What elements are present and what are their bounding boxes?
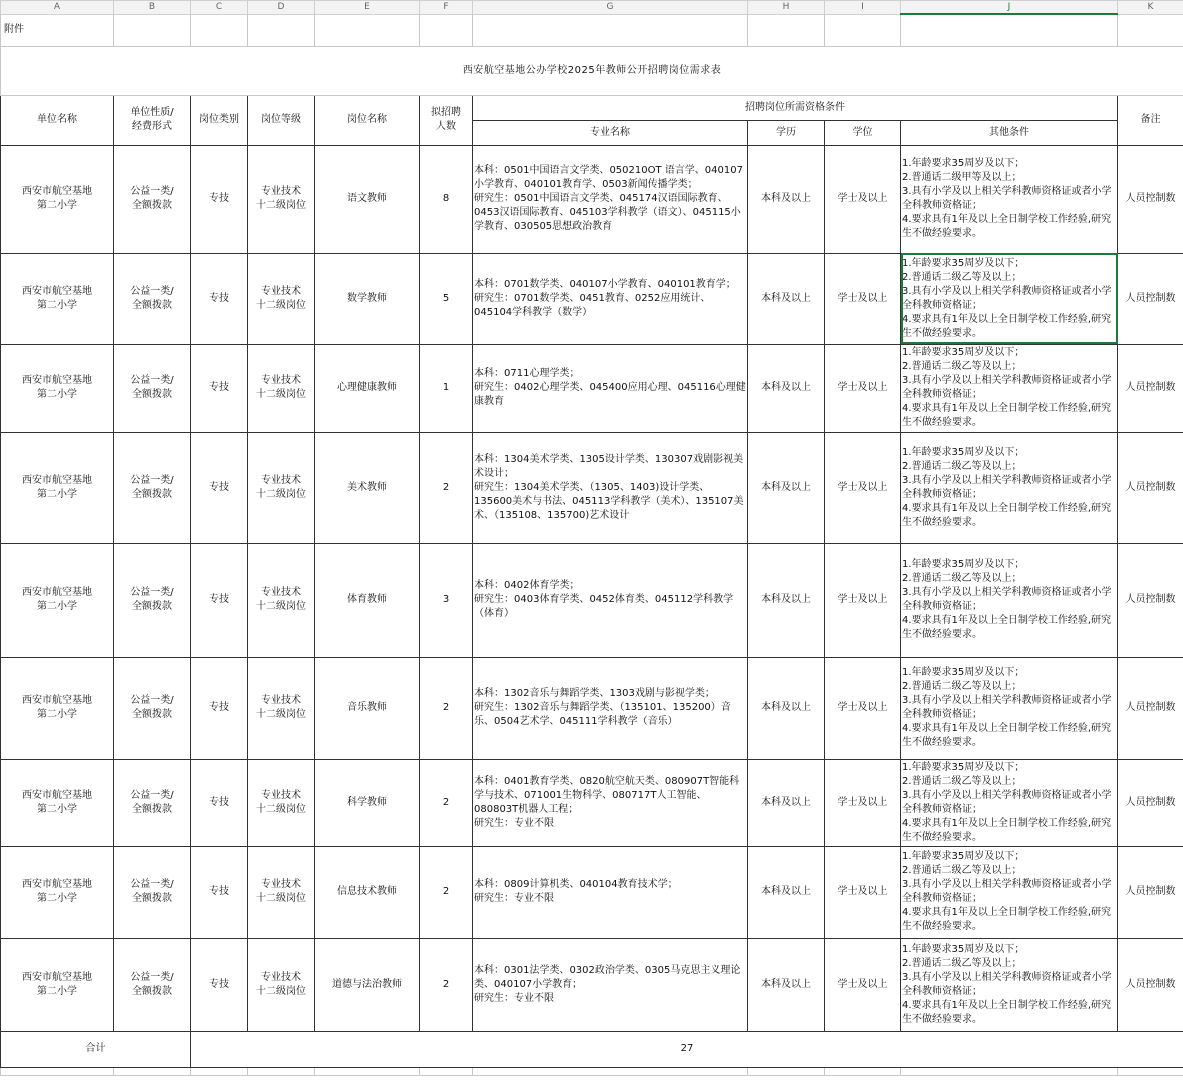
education-cell[interactable]: 本科及以上 <box>748 759 825 846</box>
education-cell[interactable]: 本科及以上 <box>748 253 825 344</box>
unit-name-cell[interactable]: 西安市航空基地 第二小学 <box>1 432 114 543</box>
header-nature[interactable]: 单位性质/ 经费形式 <box>114 95 191 145</box>
post-category-cell[interactable]: 专技 <box>191 759 248 846</box>
post-category-cell[interactable]: 专技 <box>191 432 248 543</box>
table-row <box>1 253 1183 344</box>
sheet-row <box>1 1067 1183 1075</box>
major-cell[interactable]: 本科：0501中国语言文学类、050210OT 语言学、040107小学教育、040101教育学、0503新闻传播学类； 研究生：0501中国语言文学类、045174汉语国际教育、0453汉语国际教育、045103学科教学（语文）、045115小学教育、030505思想政治教育 <box>473 145 748 253</box>
post-name-cell[interactable]: 道德与法治教师 <box>315 938 420 1031</box>
remark-cell[interactable]: 人员控制数 <box>1118 344 1183 432</box>
unit-nature-cell[interactable]: 公益一类/ 全额拨款 <box>114 846 191 938</box>
major-cell[interactable]: 本科：0401教育学类、0820航空航天类、080907T智能科学与技术、071001生物科学、080717T人工智能、080803T机器人工程； 研究生：专业不限 <box>473 759 748 846</box>
header-other[interactable]: 其他条件 <box>901 120 1118 145</box>
other-conditions-cell[interactable]: 1.年龄要求35周岁及以下； 2.普通话二级乙等及以上； 3.具有小学及以上相关学科教师资格证或者小学全科教师资格证； 4.要求具有1年及以上全日制学校工作经验,研究生不做经验要求。 <box>901 759 1118 846</box>
remark-cell[interactable]: 人员控制数 <box>1118 657 1183 759</box>
education-cell[interactable]: 本科及以上 <box>748 938 825 1031</box>
header-category[interactable]: 岗位类别 <box>191 95 248 145</box>
unit-name-cell[interactable]: 西安市航空基地 第二小学 <box>1 846 114 938</box>
post-category-cell[interactable]: 专技 <box>191 938 248 1031</box>
remark-cell[interactable]: 人员控制数 <box>1118 938 1183 1031</box>
total-label[interactable]: 合计 <box>1 1031 191 1067</box>
post-name-cell[interactable]: 科学教师 <box>315 759 420 846</box>
post-level-cell[interactable]: 专业技术 十二级岗位 <box>248 432 315 543</box>
post-level-cell[interactable]: 专业技术 十二级岗位 <box>248 846 315 938</box>
table-row <box>1 657 1183 759</box>
degree-cell[interactable]: 学士及以上 <box>825 344 901 432</box>
page-title[interactable]: 西安航空基地公办学校2025年教师公开招聘岗位需求表 <box>1 46 1183 95</box>
column-header[interactable]: I <box>825 1 901 15</box>
unit-name-cell[interactable]: 西安市航空基地 第二小学 <box>1 938 114 1031</box>
degree-cell[interactable]: 学士及以上 <box>825 846 901 938</box>
hire-count-cell[interactable]: 1 <box>420 344 473 432</box>
unit-nature-cell[interactable]: 公益一类/ 全额拨款 <box>114 145 191 253</box>
header-degree[interactable]: 学位 <box>825 120 901 145</box>
other-conditions-cell[interactable]: 1.年龄要求35周岁及以下； 2.普通话二级甲等及以上； 3.具有小学及以上相关学科教师资格证或者小学全科教师资格证； 4.要求具有1年及以上全日制学校工作经验,研究生不做经验要求。 <box>901 145 1118 253</box>
post-name-cell[interactable]: 美术教师 <box>315 432 420 543</box>
post-level-cell[interactable]: 专业技术 十二级岗位 <box>248 938 315 1031</box>
post-name-cell[interactable]: 信息技术教师 <box>315 846 420 938</box>
education-cell[interactable]: 本科及以上 <box>748 432 825 543</box>
unit-name-cell[interactable]: 西安市航空基地 第二小学 <box>1 344 114 432</box>
unit-name-cell[interactable]: 西安市航空基地 第二小学 <box>1 543 114 657</box>
post-name-cell[interactable]: 数学教师 <box>315 253 420 344</box>
column-header[interactable]: H <box>748 1 825 15</box>
unit-nature-cell[interactable]: 公益一类/ 全额拨款 <box>114 432 191 543</box>
hire-count-cell[interactable]: 2 <box>420 432 473 543</box>
major-cell[interactable]: 本科：0402体育学类； 研究生：0403体育学类、0452体育类、045112学科教学（体育） <box>473 543 748 657</box>
post-level-cell[interactable]: 专业技术 十二级岗位 <box>248 253 315 344</box>
cell[interactable] <box>420 14 473 46</box>
remark-cell[interactable]: 人员控制数 <box>1118 759 1183 846</box>
table-row <box>1 344 1183 432</box>
table-row <box>1 145 1183 253</box>
unit-nature-cell[interactable]: 公益一类/ 全额拨款 <box>114 253 191 344</box>
table-row <box>1 938 1183 1031</box>
cell[interactable] <box>191 14 248 46</box>
degree-cell[interactable]: 学士及以上 <box>825 759 901 846</box>
column-header[interactable]: K <box>1118 1 1183 15</box>
post-category-cell[interactable]: 专技 <box>191 846 248 938</box>
other-conditions-cell[interactable]: 1.年龄要求35周岁及以下； 2.普通话二级乙等及以上； 3.具有小学及以上相关学科教师资格证或者小学全科教师资格证； 4.要求具有1年及以上全日制学校工作经验,研究生不做经验要求。 <box>901 938 1118 1031</box>
post-name-cell[interactable]: 心理健康教师 <box>315 344 420 432</box>
major-cell[interactable]: 本科：0809计算机类、040104教育技术学； 研究生：专业不限 <box>473 846 748 938</box>
education-cell[interactable]: 本科及以上 <box>748 657 825 759</box>
major-cell[interactable]: 本科：0711心理学类； 研究生：0402心理学类、045400应用心理、045116心理健康教育 <box>473 344 748 432</box>
post-level-cell[interactable]: 专业技术 十二级岗位 <box>248 145 315 253</box>
header-remark[interactable]: 备注 <box>1118 95 1183 145</box>
column-header[interactable]: D <box>248 1 315 15</box>
column-header[interactable]: F <box>420 1 473 15</box>
attachment-label[interactable]: 附件 <box>1 14 114 46</box>
degree-cell[interactable]: 学士及以上 <box>825 657 901 759</box>
remark-cell[interactable]: 人员控制数 <box>1118 253 1183 344</box>
table-row <box>1 432 1183 543</box>
unit-name-cell[interactable]: 西安市航空基地 第二小学 <box>1 657 114 759</box>
table-row <box>1 759 1183 846</box>
post-category-cell[interactable]: 专技 <box>191 657 248 759</box>
post-level-cell[interactable]: 专业技术 十二级岗位 <box>248 543 315 657</box>
header-post[interactable]: 岗位名称 <box>315 95 420 145</box>
unit-nature-cell[interactable]: 公益一类/ 全额拨款 <box>114 657 191 759</box>
cell[interactable] <box>748 14 825 46</box>
cell[interactable] <box>248 14 315 46</box>
other-conditions-cell[interactable]: 1.年龄要求35周岁及以下； 2.普通话二级乙等及以上； 3.具有小学及以上相关学科教师资格证或者小学全科教师资格证； 4.要求具有1年及以上全日制学校工作经验,研究生不做经验要求。 <box>901 846 1118 938</box>
unit-name-cell[interactable]: 西安市航空基地 第二小学 <box>1 253 114 344</box>
unit-nature-cell[interactable]: 公益一类/ 全额拨款 <box>114 543 191 657</box>
hire-count-cell[interactable]: 2 <box>420 759 473 846</box>
header-unit[interactable]: 单位名称 <box>1 95 114 145</box>
hire-count-cell[interactable]: 2 <box>420 846 473 938</box>
degree-cell[interactable]: 学士及以上 <box>825 145 901 253</box>
cell[interactable] <box>473 14 748 46</box>
unit-name-cell[interactable]: 西安市航空基地 第二小学 <box>1 145 114 253</box>
degree-cell[interactable]: 学士及以上 <box>825 543 901 657</box>
other-conditions-cell[interactable]: 1.年龄要求35周岁及以下； 2.普通话二级乙等及以上； 3.具有小学及以上相关学科教师资格证或者小学全科教师资格证； 4.要求具有1年及以上全日制学校工作经验,研究生不做经验要求。 <box>901 543 1118 657</box>
cell[interactable] <box>114 14 191 46</box>
other-conditions-cell[interactable]: 1.年龄要求35周岁及以下； 2.普通话二级乙等及以上； 3.具有小学及以上相关学科教师资格证或者小学全科教师资格证； 4.要求具有1年及以上全日制学校工作经验,研究生不做经验要求。 <box>901 253 1118 344</box>
cell[interactable] <box>825 14 901 46</box>
unit-nature-cell[interactable]: 公益一类/ 全额拨款 <box>114 344 191 432</box>
other-conditions-cell[interactable]: 1.年龄要求35周岁及以下； 2.普通话二级乙等及以上； 3.具有小学及以上相关学科教师资格证或者小学全科教师资格证； 4.要求具有1年及以上全日制学校工作经验,研究生不做经验要求。 <box>901 432 1118 543</box>
cell[interactable] <box>315 14 420 46</box>
column-header[interactable]: E <box>315 1 420 15</box>
unit-nature-cell[interactable]: 公益一类/ 全额拨款 <box>114 759 191 846</box>
post-name-cell[interactable]: 体育教师 <box>315 543 420 657</box>
hire-count-cell[interactable]: 5 <box>420 253 473 344</box>
column-header-active[interactable]: J <box>901 1 1118 15</box>
sheet-row <box>1 14 1183 46</box>
post-category-cell[interactable]: 专技 <box>191 145 248 253</box>
degree-cell[interactable]: 学士及以上 <box>825 432 901 543</box>
header-education[interactable]: 学历 <box>748 120 825 145</box>
unit-name-cell[interactable]: 西安市航空基地 第二小学 <box>1 759 114 846</box>
header-major[interactable]: 专业名称 <box>473 120 748 145</box>
post-level-cell[interactable]: 专业技术 十二级岗位 <box>248 657 315 759</box>
unit-nature-cell[interactable]: 公益一类/ 全额拨款 <box>114 938 191 1031</box>
remark-cell[interactable]: 人员控制数 <box>1118 543 1183 657</box>
major-cell[interactable]: 本科：1304美术学类、1305设计学类、130307戏剧影视美术设计； 研究生：1304美术学类、（1305、1403)设计学类、135600美术与书法、045113学科教学（美术）、135107美术、（135108、135700)艺术设计 <box>473 432 748 543</box>
column-header[interactable]: A <box>1 1 114 15</box>
education-cell[interactable]: 本科及以上 <box>748 846 825 938</box>
other-conditions-cell[interactable]: 1.年龄要求35周岁及以下； 2.普通话二级乙等及以上； 3.具有小学及以上相关学科教师资格证或者小学全科教师资格证； 4.要求具有1年及以上全日制学校工作经验,研究生不做经验要求。 <box>901 344 1118 432</box>
header-count[interactable]: 拟招聘 人数 <box>420 95 473 145</box>
major-cell[interactable]: 本科：0701数学类、040107小学教育、040101教育学； 研究生：0701数学类、0451教育、0252应用统计、045104学科教学（数学） <box>473 253 748 344</box>
header-row-1 <box>1 95 1183 120</box>
degree-cell[interactable]: 学士及以上 <box>825 938 901 1031</box>
education-cell[interactable]: 本科及以上 <box>748 145 825 253</box>
hire-count-cell[interactable]: 2 <box>420 938 473 1031</box>
post-name-cell[interactable]: 语文教师 <box>315 145 420 253</box>
post-category-cell[interactable]: 专技 <box>191 344 248 432</box>
major-cell[interactable]: 本科：0301法学类、0302政治学类、0305马克思主义理论类、040107小学教育； 研究生：专业不限 <box>473 938 748 1031</box>
column-header-row <box>1 1 1183 15</box>
major-cell[interactable]: 本科：1302音乐与舞蹈学类、1303戏剧与影视学类； 研究生：1302音乐与舞蹈学类、（135101、135200）音乐、0504艺术学、045111学科教学（音乐） <box>473 657 748 759</box>
remark-cell[interactable]: 人员控制数 <box>1118 432 1183 543</box>
education-cell[interactable]: 本科及以上 <box>748 344 825 432</box>
hire-count-cell[interactable]: 3 <box>420 543 473 657</box>
remark-cell[interactable]: 人员控制数 <box>1118 145 1183 253</box>
degree-cell[interactable]: 学士及以上 <box>825 253 901 344</box>
header-qualification-group[interactable]: 招聘岗位所需资格条件 <box>473 95 1118 120</box>
title-row <box>1 46 1183 95</box>
hire-count-cell[interactable]: 2 <box>420 657 473 759</box>
table-row <box>1 543 1183 657</box>
cell[interactable] <box>1118 14 1183 46</box>
post-category-cell[interactable]: 专技 <box>191 253 248 344</box>
total-row <box>1 1031 1183 1067</box>
column-header[interactable]: C <box>191 1 248 15</box>
post-level-cell[interactable]: 专业技术 十二级岗位 <box>248 344 315 432</box>
remark-cell[interactable]: 人员控制数 <box>1118 846 1183 938</box>
cell[interactable] <box>901 14 1118 46</box>
post-level-cell[interactable]: 专业技术 十二级岗位 <box>248 759 315 846</box>
education-cell[interactable]: 本科及以上 <box>748 543 825 657</box>
post-category-cell[interactable]: 专技 <box>191 543 248 657</box>
header-level[interactable]: 岗位等级 <box>248 95 315 145</box>
column-header[interactable]: B <box>114 1 191 15</box>
table-row <box>1 846 1183 938</box>
total-value[interactable]: 27 <box>191 1031 1183 1067</box>
column-header[interactable]: G <box>473 1 748 15</box>
other-conditions-cell[interactable]: 1.年龄要求35周岁及以下； 2.普通话二级乙等及以上； 3.具有小学及以上相关学科教师资格证或者小学全科教师资格证； 4.要求具有1年及以上全日制学校工作经验,研究生不做经验要求。 <box>901 657 1118 759</box>
hire-count-cell[interactable]: 8 <box>420 145 473 253</box>
post-name-cell[interactable]: 音乐教师 <box>315 657 420 759</box>
